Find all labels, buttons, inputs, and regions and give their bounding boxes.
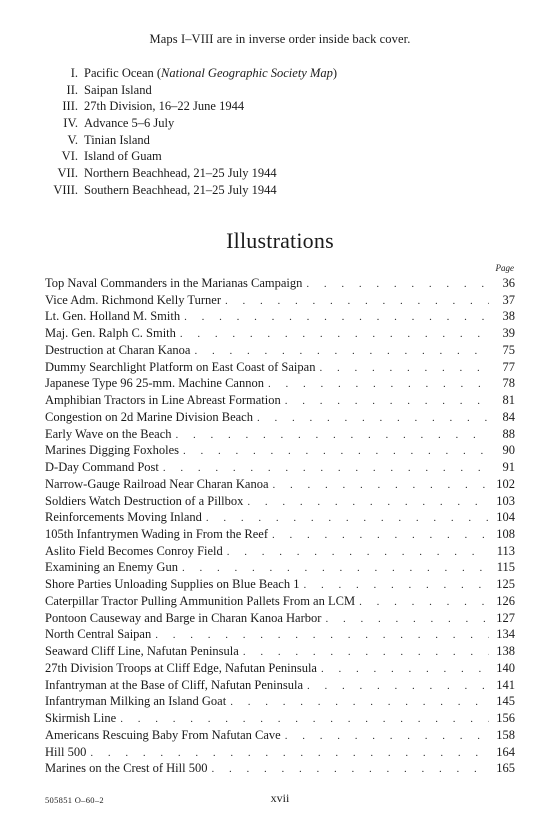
dot-leader (225, 295, 489, 307)
map-number: VII. (57, 166, 78, 181)
illustration-title: Reinforcements Moving Inland (45, 510, 202, 525)
dot-leader (155, 629, 489, 641)
map-title (84, 149, 162, 164)
map-entry (40, 133, 460, 150)
illustration-title: Examining an Enemy Gun (45, 560, 178, 575)
illustration-title: Early Wave on the Beach (45, 426, 172, 441)
map-number: VI. (61, 149, 78, 164)
map-title (84, 99, 244, 114)
illustration-entry (45, 360, 515, 377)
illustration-title: Congestion on 2d Marine Division Beach (45, 409, 253, 424)
illustration-page: 90 (502, 443, 515, 458)
dot-leader (206, 512, 489, 524)
illustration-title: Japanese Type 96 25-mm. Machine Cannon (45, 376, 264, 391)
illustration-page: 91 (502, 460, 515, 475)
map-title (84, 66, 337, 81)
map-title-text: Saipan Island (84, 82, 152, 97)
maps-list (40, 66, 460, 200)
dot-leader (247, 496, 489, 508)
illustration-title: Maj. Gen. Ralph C. Smith (45, 326, 176, 341)
illustration-title: D-Day Command Post (45, 460, 159, 475)
illustration-page: 164 (496, 744, 515, 759)
map-number: IV. (63, 116, 78, 131)
illustration-page: 75 (502, 342, 515, 357)
illustration-title: Destruction at Charan Kanoa (45, 342, 191, 357)
illustration-entry (45, 376, 515, 393)
illustration-page: 140 (496, 660, 515, 675)
illustration-title: Amphibian Tractors in Line Abreast Formation (45, 393, 281, 408)
illustration-page: 108 (496, 527, 515, 542)
illustration-entry (45, 326, 515, 343)
illustration-page: 125 (496, 577, 515, 592)
dot-leader (306, 278, 489, 290)
map-title (84, 133, 150, 148)
illustration-entry (45, 494, 515, 511)
dot-leader (176, 429, 490, 441)
illustration-title: Americans Rescuing Baby From Nafutan Cave (45, 727, 281, 742)
illustration-page: 156 (496, 711, 515, 726)
illustration-page: 81 (502, 393, 515, 408)
illustration-title: North Central Saipan (45, 627, 152, 642)
illustration-entry (45, 661, 515, 678)
map-title (84, 166, 277, 181)
printer-code: 505851 O–60–2 (45, 795, 104, 805)
illustration-entry (45, 577, 515, 594)
illustration-title: Shore Parties Unloading Supplies on Blue Beach 1 (45, 577, 300, 592)
illustration-page: 88 (502, 426, 515, 441)
map-entry (40, 116, 460, 133)
illustration-page: 141 (496, 677, 515, 692)
illustration-entry (45, 527, 515, 544)
dot-leader (273, 479, 489, 491)
dot-leader (319, 362, 489, 374)
illustration-entry (45, 343, 515, 360)
maps-note: Maps I–VIII are in inverse order inside back cover. (149, 32, 411, 46)
illustration-title: Hill 500 (45, 744, 87, 759)
map-title-text: Tinian Island (84, 132, 150, 147)
illustration-title: Narrow-Gauge Railroad Near Charan Kanoa (45, 476, 269, 491)
illustration-page: 126 (496, 593, 515, 608)
map-title-text: 27th Division, 16–22 June 1944 (84, 99, 245, 114)
illustration-page: 138 (496, 644, 515, 659)
illustration-page: 158 (496, 727, 515, 742)
illustration-page: 38 (502, 309, 515, 324)
illustration-entry (45, 694, 515, 711)
illustration-page: 115 (496, 560, 515, 575)
illustration-entry (45, 611, 515, 628)
illustration-title: Marines Digging Foxholes (45, 443, 180, 458)
illustration-title: Infantryman at the Base of Cliff, Nafutan Peninsula (45, 677, 304, 692)
dot-leader (272, 529, 489, 541)
illustration-page: 113 (496, 543, 515, 558)
illustration-entry (45, 761, 515, 778)
illustration-title: 105th Infantrymen Wading in From the Reef (45, 527, 269, 542)
illustration-entry (45, 711, 515, 728)
map-title (84, 116, 174, 131)
illustration-entry (45, 427, 515, 444)
map-entry (40, 183, 460, 200)
map-title-text: Advance 5–6 July (84, 116, 175, 131)
illustrations-list (45, 276, 515, 778)
map-entry (40, 99, 460, 116)
illustration-title: Lt. Gen. Holland M. Smith (45, 309, 181, 324)
dot-leader (194, 345, 489, 357)
illustration-title: Seaward Cliff Line, Nafutan Peninsula (45, 644, 239, 659)
illustration-entry (45, 276, 515, 293)
illustration-page: 36 (502, 276, 515, 290)
dot-leader (268, 378, 489, 390)
dot-leader (180, 328, 489, 340)
map-entry (40, 166, 460, 183)
page-column-label: Page (495, 263, 514, 273)
illustration-entry (45, 594, 515, 611)
illustration-entry (45, 477, 515, 494)
map-entry (40, 83, 460, 100)
illustration-entry (45, 393, 515, 410)
dot-leader (257, 412, 489, 424)
map-number: II. (66, 82, 78, 97)
dot-leader (90, 747, 489, 759)
dot-leader (230, 696, 489, 708)
illustration-title: Vice Adm. Richmond Kelly Turner (45, 292, 221, 307)
map-entry (40, 66, 460, 83)
dot-leader (321, 663, 489, 675)
map-title (84, 183, 277, 198)
illustration-entry (45, 293, 515, 310)
map-number: VIII. (53, 182, 78, 197)
illustration-entry (45, 410, 515, 427)
dot-leader (325, 613, 489, 625)
map-entry (40, 149, 460, 166)
illustration-page: 84 (502, 409, 515, 424)
illustration-title: Dummy Searchlight Platform on East Coast of Saipan (45, 359, 316, 374)
dot-leader (307, 680, 489, 692)
illustration-entry (45, 460, 515, 477)
illustration-title: Top Naval Commanders in the Marianas Campaign (45, 276, 303, 290)
dot-leader (184, 311, 489, 323)
map-title-text: Northern Beachhead, 21–25 July 1944 (84, 166, 277, 181)
dot-leader (163, 462, 489, 474)
illustration-entry (45, 443, 515, 460)
illustration-page: 103 (496, 493, 515, 508)
illustration-title: 27th Division Troops at Cliff Edge, Nafutan Peninsula (45, 660, 317, 675)
dot-leader (285, 730, 489, 742)
illustration-page: 134 (496, 627, 515, 642)
illustration-entry (45, 728, 515, 745)
dot-leader (120, 713, 489, 725)
illustration-page: 77 (502, 359, 515, 374)
map-title-text: Island of Guam (84, 149, 162, 164)
illustration-title: Pontoon Causeway and Barge in Charan Kanoa Harbor (45, 610, 322, 625)
illustration-page: 165 (496, 761, 515, 776)
map-title (84, 83, 152, 98)
illustration-entry (45, 678, 515, 695)
illustration-entry (45, 627, 515, 644)
illustration-title: Caterpillar Tractor Pulling Ammunition Pallets From an LCM (45, 593, 356, 608)
illustration-title: Infantryman Milking an Island Goat (45, 694, 227, 709)
illustration-entry (45, 309, 515, 326)
illustration-title: Marines on the Crest of Hill 500 (45, 761, 208, 776)
illustration-entry (45, 745, 515, 762)
map-title-italic: National Geographic Society Map (161, 66, 333, 80)
map-number: III. (62, 99, 78, 114)
dot-leader (285, 395, 489, 407)
illustration-title: Aslito Field Becomes Conroy Field (45, 543, 223, 558)
dot-leader (227, 546, 489, 558)
page-folio: xvii (270, 791, 290, 805)
map-title-text: Southern Beachhead, 21–25 July 1944 (84, 182, 277, 197)
illustration-title: Soldiers Watch Destruction of a Pillbox (45, 493, 244, 508)
dot-leader (359, 596, 489, 608)
illustration-title: Skirmish Line (45, 711, 117, 726)
illustration-page: 37 (502, 292, 515, 307)
illustration-entry (45, 644, 515, 661)
map-title-text: Pacific Ocean ( (84, 66, 162, 80)
illustration-page: 127 (496, 610, 515, 625)
illustration-page: 104 (496, 510, 515, 525)
illustration-entry (45, 510, 515, 527)
illustration-page: 39 (502, 326, 515, 341)
dot-leader (211, 763, 489, 775)
map-number: V. (67, 132, 78, 147)
dot-leader (243, 646, 489, 658)
map-title-suffix: ) (332, 66, 338, 80)
dot-leader (303, 579, 489, 591)
dot-leader (183, 445, 489, 457)
dot-leader (182, 562, 489, 574)
illustrations-heading: Illustrations (226, 228, 334, 253)
illustration-page: 102 (496, 476, 515, 491)
illustration-entry (45, 544, 515, 561)
illustration-page: 78 (502, 376, 515, 391)
illustration-entry (45, 560, 515, 577)
map-number: I. (70, 66, 78, 80)
illustration-page: 145 (496, 694, 515, 709)
